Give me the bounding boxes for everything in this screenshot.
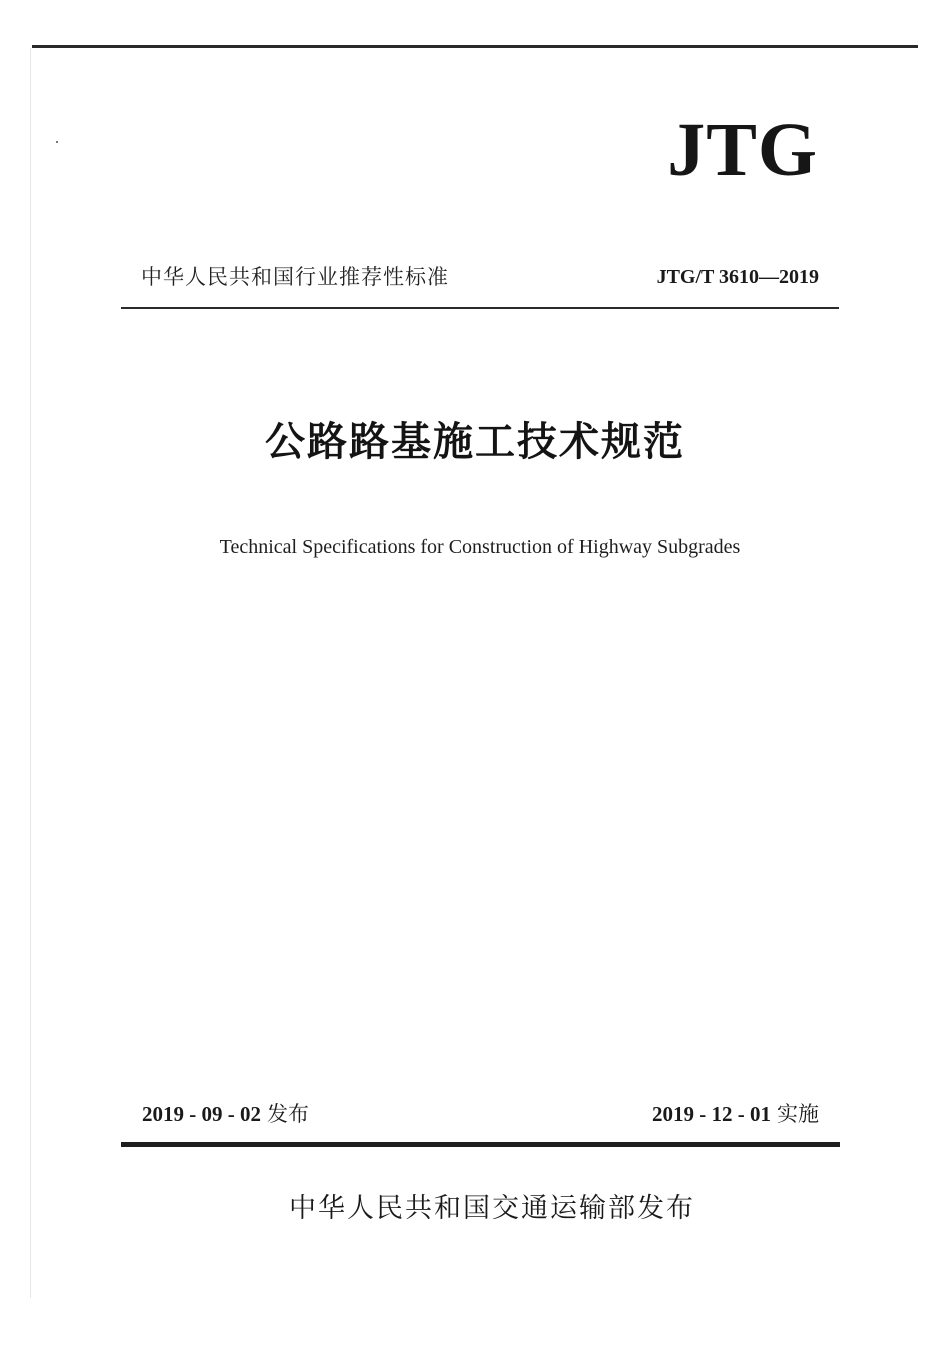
document-title-chinese: 公路路基施工技术规范	[265, 419, 685, 465]
implementation-date-block	[652, 1098, 819, 1128]
document-title-english: Technical Specifications for Construction of Highway Subgrades	[219, 536, 741, 558]
scan-speck	[56, 141, 58, 143]
header-divider	[121, 307, 839, 309]
implementation-label: 实施	[777, 1102, 819, 1126]
standard-code: JTG/T 3610—2019	[656, 266, 819, 288]
jtg-logo: JTG	[667, 108, 818, 192]
top-border-rule	[32, 45, 918, 48]
issue-date: 2019 - 09 - 02	[142, 1102, 261, 1126]
issue-date-block	[142, 1098, 309, 1128]
standard-category: 中华人民共和国行业推荐性标准	[141, 265, 449, 289]
footer-divider	[121, 1142, 840, 1147]
issue-label: 发布	[267, 1102, 309, 1126]
publisher: 中华人民共和国交通运输部发布	[289, 1193, 695, 1224]
page-left-edge	[30, 48, 31, 1298]
implementation-date: 2019 - 12 - 01	[652, 1102, 771, 1126]
